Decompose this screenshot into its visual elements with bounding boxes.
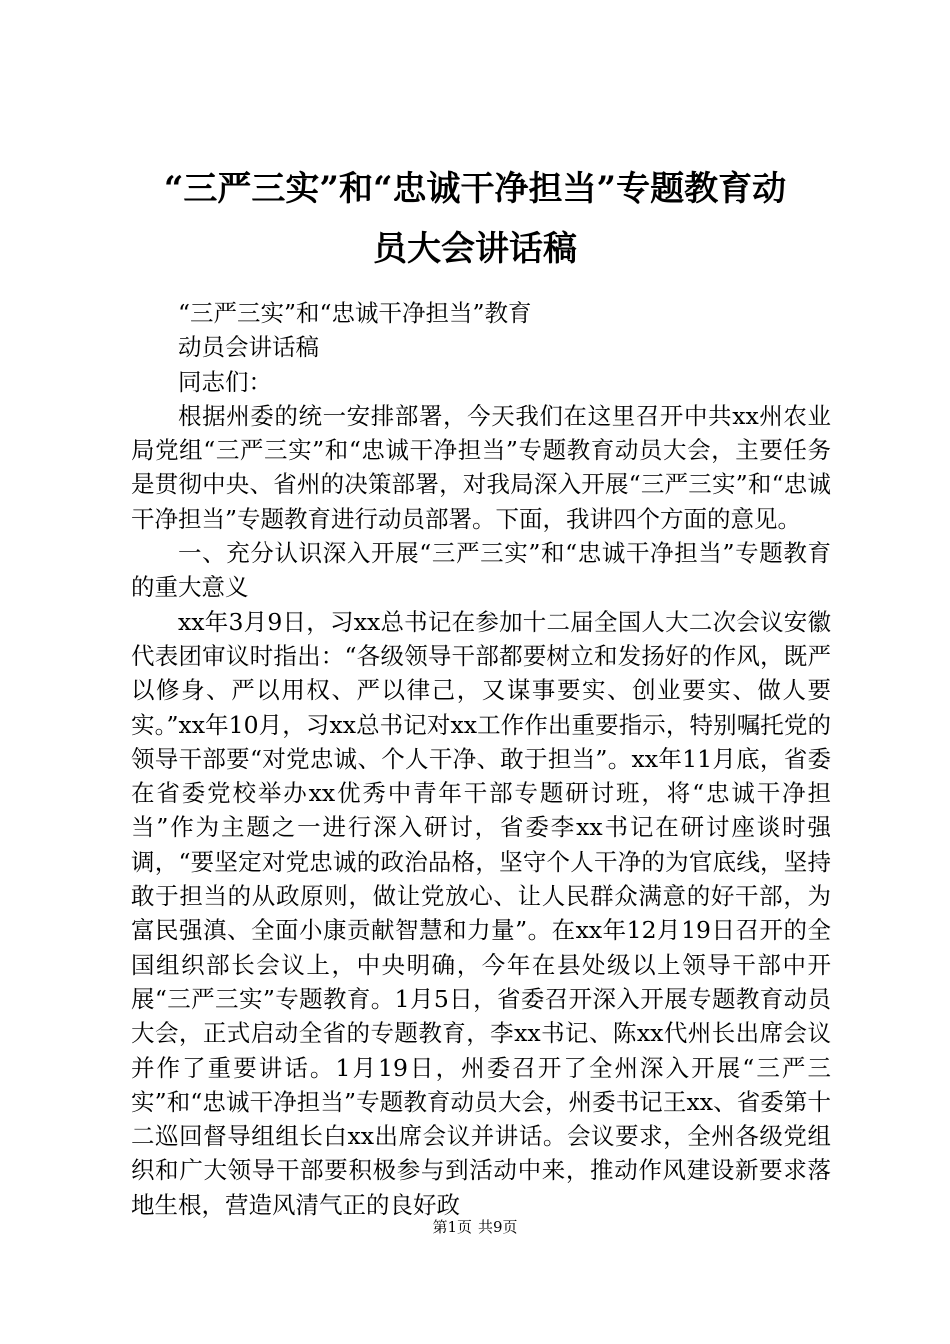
document-title-line-1: “三严三实”和“忠诚干净担当”专题教育动 (163, 169, 787, 209)
subtitle-line-2: 动员会讲话稿 (178, 333, 319, 362)
page-footer (0, 1218, 950, 1236)
page-number: 第1页 (432, 1218, 472, 1236)
section-heading-1: 一、充分认识深入开展“三严三实”和“忠诚干净担当”专题教育的重大意义 (131, 539, 831, 602)
salutation: 同志们： (178, 367, 272, 396)
subtitle-line-1: “三严三实”和“忠诚干净担当”教育 (178, 299, 532, 327)
intro-paragraph: 根据州委的统一安排部署，今天我们在这里召开中共xx州农业局党组“三严三实”和“忠诚干净担当”专题教育动员大会，主要任务是贯彻中央、省州的决策部署，对我局深入开展“三严三实”和“忠诚干净担当”专题教育进行动员部署。下面，我讲四个方面的意见。 (131, 401, 831, 533)
document-title-line-2: 员大会讲话稿 (373, 229, 577, 269)
body-paragraph: xx年3月9日，习xx总书记在参加十二届全国人大二次会议安徽代表团审议时指出：“各级领导干部都要树立和发扬好的作风，既严以修身、严以用权、严以律己，又谋事要实、创业要实、做人要实。”xx年10月，习xx总书记对xx工作作出重要指示，特别嘱托党的领导干部要“对党忠诚、个人干净、敢于担当”。xx年11月底，省委在省委党校举办xx优秀中青年干部专题研讨班，将“忠诚干净担当”作为主题之一进行深入研讨，省委李xx书记在研讨座谈时强调，“要坚定对党忠诚的政治品格，坚守个人干净的为官底线，坚持敢于担当的从政原则，做让党放心、让人民群众满意的好干部，为富民强滇、全面小康贡献智慧和力量”。在xx年12月19日召开的全国组织部长会议上，中央明确，今年在县处级以上领导干部中开展“三严三实”专题教育。1月5日，省委召开深入开展专题教育动员大会，正式启动全省的专题教育，李xx书记、陈xx代州长出席会议并作了重要讲话。1月19日，州委召开了全州深入开展“三严三实”和“忠诚干净担当”专题教育动员大会，州委书记王xx、省委第十二巡回督导组组长白xx出席会议并讲话。会议要求，全州各级党组织和广大领导干部要积极参与到活动中来，推动作风建设新要求落地生根，营造风清气正的良好政 (131, 607, 831, 1219)
page-total: 共9页 (478, 1218, 518, 1236)
document-body (131, 296, 831, 1222)
